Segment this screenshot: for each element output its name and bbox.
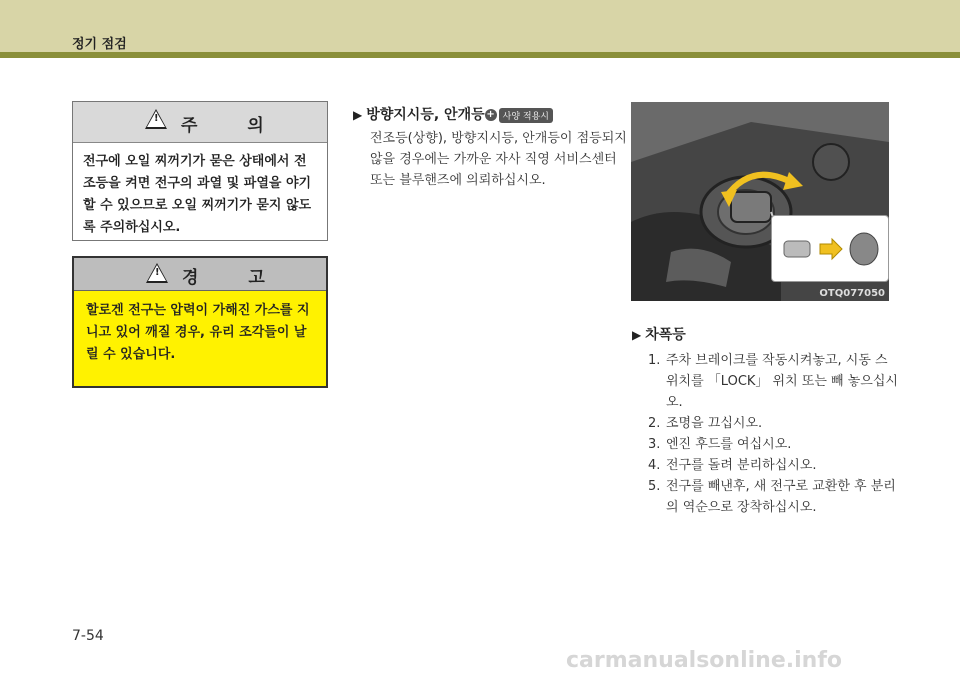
list-item: 3. 엔진 후드를 여십시오. [648,437,792,452]
list-item: 1. 주차 브레이크를 작동시켜놓고, 시동 스위치를 「LOCK」 위치 또는 빼 놓으십시오. [648,353,898,410]
option-badge: 사양 적용시 [499,108,553,123]
warning-triangle-icon: ! [145,109,167,129]
warning-header [74,258,326,291]
warning-box [72,256,328,388]
bulb-replace-diagram [772,216,888,281]
turn-signal-title: 방향지시등, 안개등 [366,107,485,123]
caution-box [72,101,328,241]
header-divider [0,52,960,58]
triangle-bullet-icon: ▶ [353,108,363,122]
caution-heading: 주 의 [181,116,286,136]
watermark: carmanualsonline.info [566,648,842,673]
side-lamp-title: 차폭등 [645,327,686,343]
warning-text: 할로겐 전구는 압력이 가해진 가스를 지니고 있어 깨질 경우, 유리 조각들이 날릴 수 있습니다. [86,303,310,362]
list-item: 5. 전구를 빼낸후, 새 전구로 교환한 후 분리의 역순으로 장착하십시오. [648,479,896,515]
page-header [0,0,960,55]
bulb-detail-inset [771,215,889,282]
section-title: 정기 점검 [72,37,127,52]
triangle-bullet-icon: ▶ [632,328,642,342]
figure-code: OTQ077050 [819,288,885,299]
plus-icon: + [486,109,495,120]
warning-heading: 경 고 [182,268,287,288]
step-list [648,350,898,518]
list-item: 2. 조명을 끄십시오. [648,416,763,431]
turn-signal-heading [353,104,553,124]
caution-text: 전구에 오일 찌꺼기가 묻은 상태에서 전조등을 켜면 전구의 과열 및 파열을 야기할 수 있으므로 오일 찌꺼기가 묻지 않도록 주의하십시오. [83,154,312,235]
caution-header [73,102,327,143]
warning-triangle-icon: ! [146,263,168,283]
list-item: 4. 전구를 돌려 분리하십시오. [648,458,817,473]
side-lamp-heading [632,324,686,344]
page-number: 7-54 [72,628,104,644]
turn-signal-text: 전조등(상향), 방향지시등, 안개등이 점등되지 않을 경우에는 가까운 자사 직영 서비스센터 또는 블루핸즈에 의뢰하십시오. [370,131,627,188]
